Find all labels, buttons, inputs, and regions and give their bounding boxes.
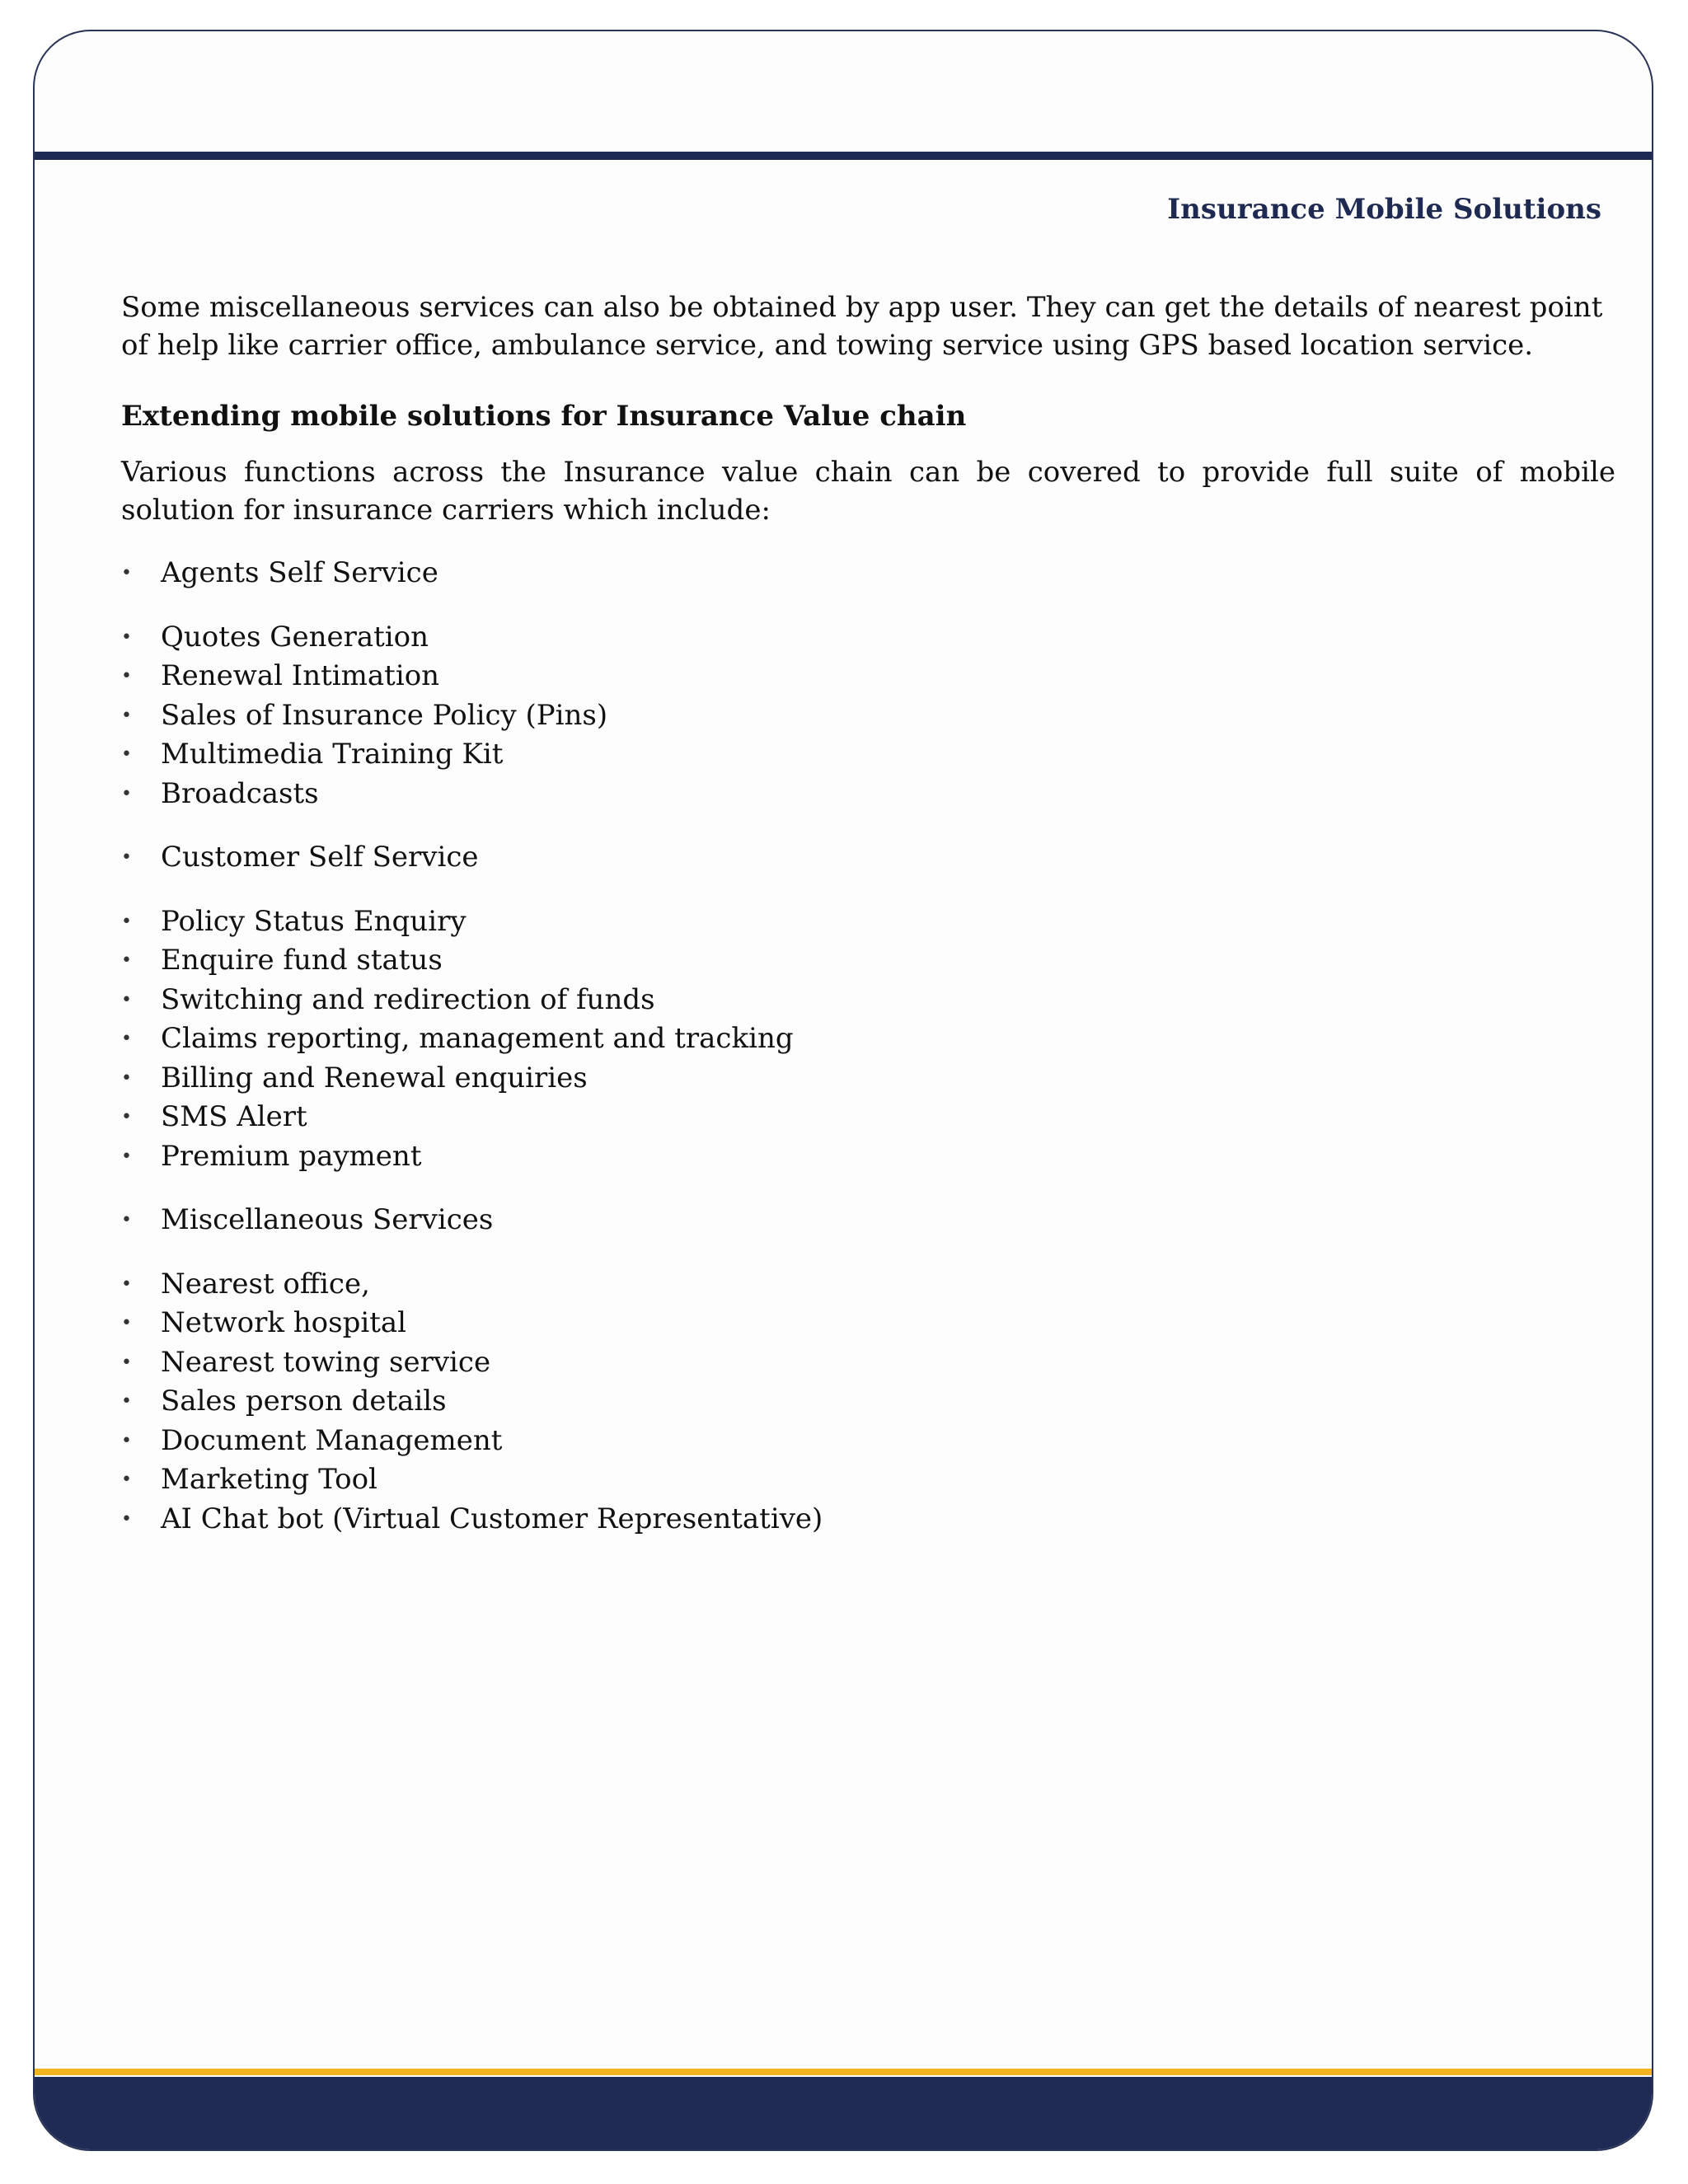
bullet-icon: • [121,666,132,687]
bullet-icon: • [121,563,132,583]
group-title-label: Agents Self Service [161,556,438,589]
bullet-icon: • [121,1508,132,1530]
list-item-label: SMS Alert [161,1100,307,1133]
bullet-icon: • [121,1273,132,1295]
footer-band [35,2077,1652,2149]
bullet-icon: • [121,1313,132,1333]
bullet-icon: • [121,1391,132,1412]
bullet-icon: • [121,847,132,868]
list-item [121,1265,1615,1305]
list-item-label: Marketing Tool [161,1463,377,1496]
section-heading: Extending mobile solutions for Insurance Value chain [121,400,967,433]
bullet-icon: • [121,989,132,1010]
list-item [121,1019,1615,1059]
list-item-label: Broadcasts [161,776,319,810]
list-item [121,1304,1615,1343]
list-item [121,618,1615,658]
bullet-icon: • [121,1430,132,1451]
list-item-label: Sales person details [161,1385,447,1418]
list-item [121,981,1615,1020]
bullet-icon: • [121,1029,132,1049]
service-groups [121,554,1615,1539]
list-item [121,1382,1615,1422]
group-title-list [121,554,1615,593]
list-item-label: Quotes Generation [161,620,429,654]
list-item-label: Document Management [161,1423,503,1457]
bullet-icon: • [121,1107,132,1127]
list-item [121,1343,1615,1383]
group-title-list [121,1201,1615,1240]
list-item [121,735,1615,775]
bullet-icon: • [121,1352,132,1373]
list-item [121,1500,1615,1540]
section-body-paragraph: Various functions across the Insurance value chain can be covered to provide full suite of mobile solution for insurance carriers which include: [121,456,1615,527]
bullet-icon: • [121,626,132,648]
bullet-icon: • [121,1469,132,1490]
list-item-label: AI Chat bot (Virtual Customer Representative) [161,1502,823,1535]
list-item [121,1137,1615,1177]
customer-service-list [121,902,1615,1177]
group-title-customer-self-service [121,838,1615,878]
list-item [121,1098,1615,1137]
bullet-icon: • [121,744,132,765]
group-title-label: Miscellaneous Services [161,1203,494,1236]
intro-paragraph: Some miscellaneous services can also be obtained by app user. They can get the details of nearest point of help like carrier office, ambulance service, and towing service using GPS based location service. [121,291,1603,362]
list-item [121,1422,1615,1461]
list-item-label: Network hospital [161,1306,407,1339]
list-item-label: Switching and redirection of funds [161,982,655,1016]
bullet-icon: • [121,950,132,971]
miscellaneous-service-list [121,1265,1615,1540]
list-item-label: Nearest towing service [161,1345,491,1379]
list-item [121,902,1615,942]
list-item [121,1460,1615,1500]
list-item-label: Billing and Renewal enquiries [161,1061,588,1094]
list-item-label: Enquire fund status [161,944,443,977]
group-title-list [121,838,1615,878]
agents-service-list [121,618,1615,814]
list-item-label: Nearest office, [161,1267,370,1301]
bullet-icon: • [121,911,132,932]
running-title: Insurance Mobile Solutions [1167,193,1601,226]
list-item-label: Claims reporting, management and tracking [161,1022,794,1055]
list-item-label: Policy Status Enquiry [161,904,467,938]
list-item-label: Premium payment [161,1139,422,1173]
list-item-label: Sales of Insurance Policy (Pins) [161,698,608,732]
group-title-label: Customer Self Service [161,841,479,874]
bullet-icon: • [121,1210,132,1230]
bullet-icon: • [121,783,132,804]
list-item [121,775,1615,814]
footer-gold-stripe [35,2069,1652,2075]
list-item [121,1059,1615,1099]
list-item-label: Multimedia Training Kit [161,738,504,771]
group-title-miscellaneous-services [121,1201,1615,1240]
list-item [121,657,1615,696]
list-item [121,696,1615,736]
bullet-icon: • [121,1067,132,1089]
bullet-icon: • [121,705,132,726]
list-item-label: Renewal Intimation [161,659,440,692]
header-rule [35,152,1652,160]
page-content [121,288,1615,1539]
list-item [121,941,1615,981]
bullet-icon: • [121,1146,132,1167]
group-title-agents-self-service [121,554,1615,593]
